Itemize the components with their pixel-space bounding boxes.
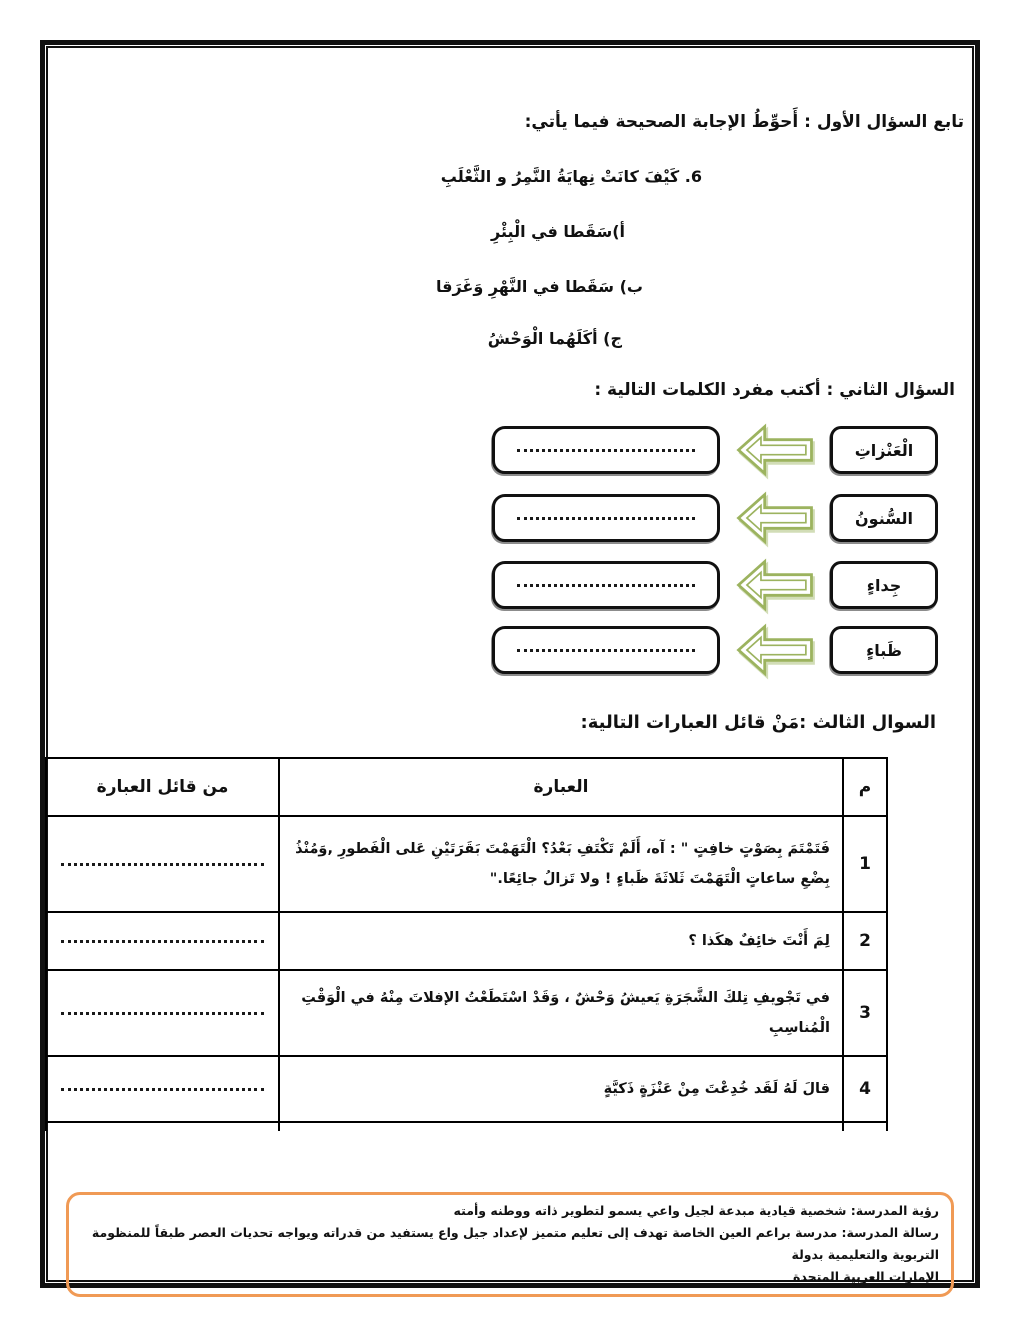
phrase-text: لِمَ أَنْتَ خائِفٌ هكَذا ؟	[279, 912, 843, 970]
dotted-line	[517, 517, 695, 520]
word-box	[830, 561, 938, 609]
speakers-table	[45, 757, 888, 1131]
word-label: السُّنونُ	[855, 508, 913, 528]
left-arrow-icon	[733, 489, 817, 547]
col-header-speaker: من قائل العبارة	[46, 758, 279, 816]
option-a: أ)سَقَطا في الْبِئْرِ	[491, 222, 625, 241]
dotted-line	[61, 940, 264, 943]
speaker-answer-cell	[46, 970, 279, 1056]
page-border	[40, 40, 980, 1288]
singular-row-4	[492, 621, 938, 679]
speaker-answer-cell	[46, 912, 279, 970]
section2-title: السؤال الثاني : أكتب مفرد الكلمات التالية :	[594, 380, 955, 400]
option-b: ب) سَقَطا في النَّهْرِ وَغَرَقا	[435, 277, 643, 296]
row-number: 4	[843, 1056, 887, 1122]
singular-row-2	[492, 489, 938, 547]
word-label: ظَباءٍ	[866, 640, 902, 660]
col-header-phrase: العبارة	[279, 758, 843, 816]
option-c: ج) أكَلَهُما الْوَحْشُ	[487, 329, 622, 348]
answer-box	[492, 494, 720, 542]
empty-cell	[843, 1122, 887, 1131]
table-row	[46, 816, 887, 912]
table-row	[46, 1056, 887, 1122]
school-vision-mission-box	[66, 1192, 954, 1297]
school-mission-line-2: الإمارات العربية المتحدة	[792, 1268, 939, 1284]
word-label: الْعَنْزاتِ	[854, 440, 914, 460]
dotted-line	[517, 584, 695, 587]
empty-cell	[46, 1122, 279, 1131]
school-mission-line: رسالة المدرسة: مدرسة براعم العين الخاصة تهدف إلى تعليم متميز لإعداد جيل واع يستفيد من قدراته ويواجه تحديات العصر طبقاً للمنظومة التربوية والتعليمية بدولة	[91, 1224, 939, 1262]
word-label: جِداءٍ	[866, 575, 902, 595]
word-box	[830, 494, 938, 542]
answer-box	[492, 626, 720, 674]
dotted-line	[517, 649, 695, 652]
left-arrow-icon	[733, 556, 817, 614]
dotted-line	[61, 1088, 264, 1091]
singular-row-3	[492, 556, 938, 614]
phrase-text: قالَ لَهُ لَقَد خُدِعْتَ مِنْ عَنْزَةٍ ذَكيَّةٍ	[279, 1056, 843, 1122]
word-box	[830, 626, 938, 674]
table-header-row	[46, 758, 887, 816]
school-vision-line: رؤية المدرسة: شخصية قيادية مبدعة لجيل واعي يسمو لتطوير ذاته ووطنه وأمته	[453, 1203, 939, 1218]
row-number: 1	[843, 816, 887, 912]
answer-box	[492, 561, 720, 609]
answer-box	[492, 426, 720, 474]
phrase-text: فَتَمْتَمَ بِصَوْتٍ خافِتٍ " : آه، أَلَمْ تَكْتَفِ بَعْدُ؟ الْتَهَمْتَ بَقَرَتَيْنِ عَلى الْفَطورِ ,وَمُنْذُ بِضْعِ ساعاتٍ الْتَهَمْتَ ثَلاثَةَ ظَباءٍ ! ولا تَزالُ جائِعًا."	[279, 816, 843, 912]
row-number: 3	[843, 970, 887, 1056]
table-row	[46, 912, 887, 970]
section3-title: السوال الثالث :مَنْ قائل العبارات التالية:	[580, 712, 936, 733]
question-6-text: 6. كَيْفَ كانَتْ نِهايَةُ النَّمِرُ و الثَّعْلَبِ	[440, 167, 702, 186]
dotted-line	[61, 863, 264, 866]
table-row	[46, 970, 887, 1056]
left-arrow-icon	[733, 421, 817, 479]
word-box	[830, 426, 938, 474]
table-row-cutoff	[46, 1122, 887, 1131]
dotted-line	[61, 1012, 264, 1015]
speaker-answer-cell	[46, 1056, 279, 1122]
row-number: 2	[843, 912, 887, 970]
col-header-num: م	[843, 758, 887, 816]
page-border-inner	[46, 46, 974, 1282]
phrase-text: في تَجْويفِ تِلكَ الشَّجَرَةِ يَعيشُ وَحْشٌ ، وَقَدْ اسْتَطَعْتُ الإفلاتَ مِنْهُ في الْوَقْتِ الْمُناسِبِ	[279, 970, 843, 1056]
section1-title: تابع السؤال الأول : أَحوِّطُ الإجابة الصحيحة فيما يأتي:	[524, 112, 964, 132]
empty-cell	[279, 1122, 843, 1131]
singular-row-1	[492, 421, 938, 479]
speaker-answer-cell	[46, 816, 279, 912]
left-arrow-icon	[733, 621, 817, 679]
dotted-line	[517, 449, 695, 452]
